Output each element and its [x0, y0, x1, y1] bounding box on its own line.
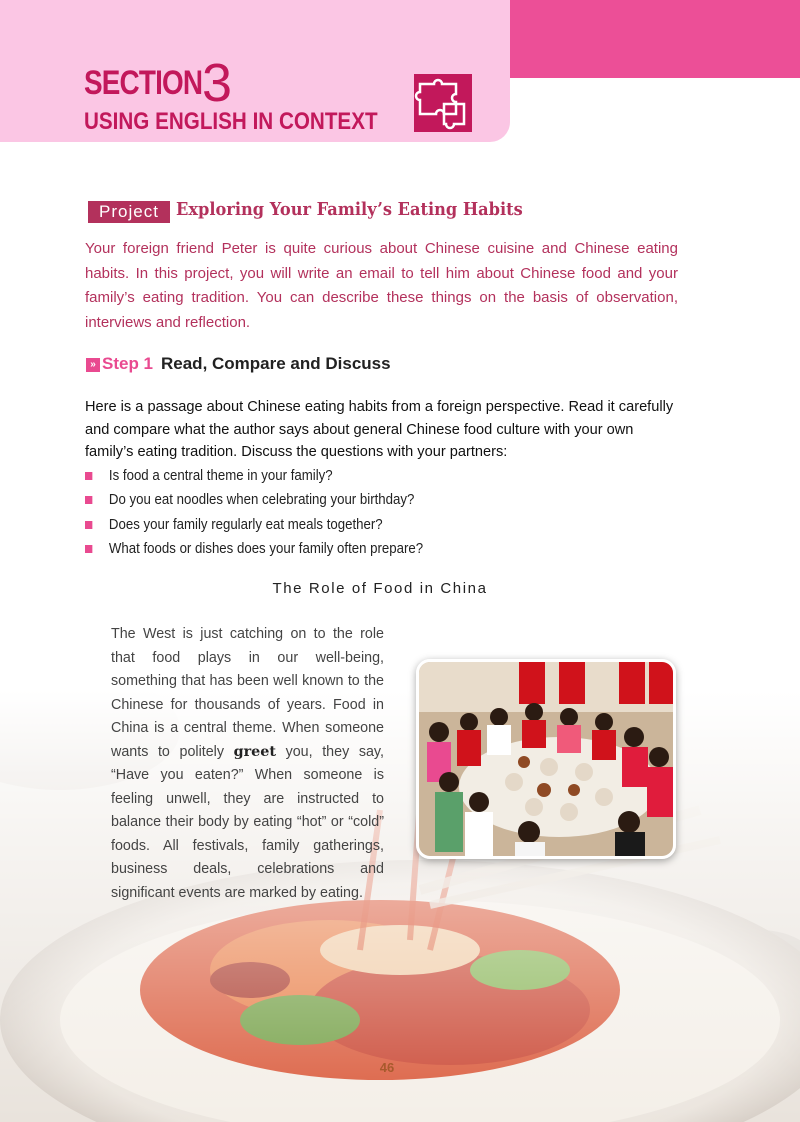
project-title: Exploring Your Family’s Eating Habits: [176, 199, 523, 220]
family-dinner-photo: [416, 659, 676, 859]
double-chevron-icon: »: [86, 358, 100, 372]
list-item: Is food a central theme in your family?: [85, 465, 423, 489]
step-title: Read, Compare and Discuss: [161, 354, 391, 373]
header-accent-block: [510, 0, 800, 78]
keyword-greet: greet: [233, 743, 276, 760]
article-body: The West is just catching on to the role that food plays in our well-being, something that has been well known to the Chinese for thousands of years. Food in China is a central theme. When someone wants to politely greet you, they say, “Have you eaten?” When someone is feeling unwell, they are instructed to balance their body by eating “hot” or “cold” foods. All festivals, family gatherings, business deals, celebrations and significant events are marked by eating.: [111, 626, 384, 901]
section-number: 3: [202, 53, 233, 113]
step-label: Step 1: [102, 354, 154, 373]
question-list: [85, 465, 453, 562]
step-instructions: Here is a passage about Chinese eating habits from a foreign perspective. Read it carefully and compare what the author says about general Chinese food culture with your own family’s eating tradition. Discuss the questions with your partners:: [85, 399, 674, 460]
section-label: SECTION: [84, 64, 203, 102]
bullet-square-icon: [85, 521, 92, 529]
puzzle-icon: [414, 74, 472, 132]
project-tag: Project: [88, 201, 170, 223]
bullet-square-icon: [85, 545, 92, 553]
list-item: What foods or dishes does your family often prepare?: [85, 538, 423, 562]
section-subtitle: USING ENGLISH IN CONTEXT: [84, 108, 378, 135]
page-number: 46: [379, 1060, 395, 1075]
bullet-square-icon: [85, 496, 92, 504]
list-item: Do you eat noodles when celebrating your birthday?: [85, 489, 423, 513]
list-item: Does your family regularly eat meals together?: [85, 514, 423, 538]
article-title: The Role of Food in China: [272, 580, 488, 597]
project-intro: Your foreign friend Peter is quite curious about Chinese cuisine and Chinese eating habits. In this project, you will write an email to tell him about Chinese food and your family’s eating tradition. You can describe these things on the basis of observation, interviews and reflection.: [85, 240, 678, 331]
bullet-square-icon: [85, 472, 92, 480]
